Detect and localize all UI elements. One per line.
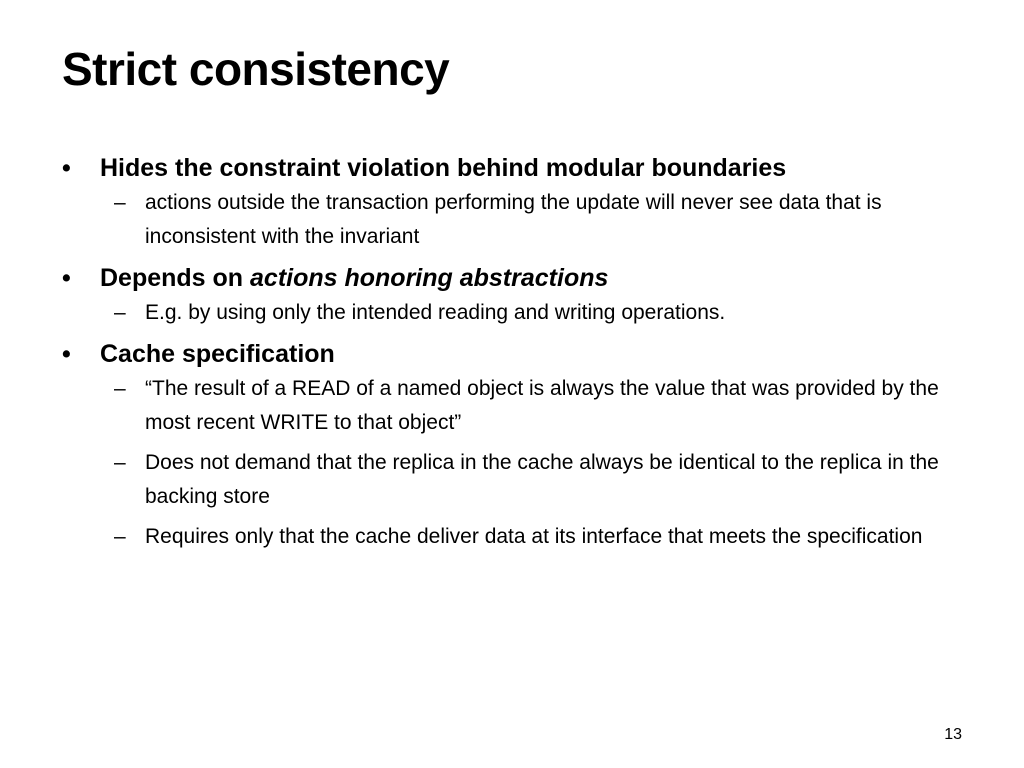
page-number: 13 [944, 726, 962, 743]
bullet-text: Cache specification [100, 340, 335, 368]
bullet-marker: • [62, 264, 71, 292]
dash-marker: – [114, 451, 126, 474]
sub-bullet-item [114, 186, 945, 254]
sub-bullet-text: Requires only that the cache deliver data at its interface that meets the specification [145, 525, 923, 548]
slide-body [62, 150, 962, 554]
bullet-text-emphasis: actions honoring abstractions [250, 264, 609, 292]
bullet-text: Hides the constraint violation behind modular boundaries [100, 154, 787, 182]
bullet-item [62, 336, 962, 372]
bullet-item [62, 260, 962, 296]
bullet-marker: • [62, 340, 71, 368]
sub-bullet-text: E.g. by using only the intended reading and writing operations. [145, 301, 726, 324]
bullet-marker: • [62, 154, 71, 182]
sub-bullet-item [114, 372, 945, 440]
sub-bullet-text: “The result of a READ of a named object is always the value that was provided by the most recent WRITE to that object” [145, 377, 939, 434]
sub-bullet-text: actions outside the transaction performing the update will never see data that is inconsistent with the invariant [145, 191, 882, 248]
dash-marker: – [114, 301, 126, 324]
bullet-text: Depends on [100, 264, 251, 292]
slide-title: Strict consistency [62, 43, 450, 95]
dash-marker: – [114, 191, 126, 214]
dash-marker: – [114, 525, 126, 548]
sub-bullet-text: Does not demand that the replica in the cache always be identical to the replica in the backing store [145, 451, 939, 508]
sub-bullet-item [114, 520, 945, 554]
bullet-item [62, 150, 962, 186]
sub-bullet-item [114, 296, 945, 330]
dash-marker: – [114, 377, 126, 400]
sub-bullet-item [114, 446, 945, 514]
